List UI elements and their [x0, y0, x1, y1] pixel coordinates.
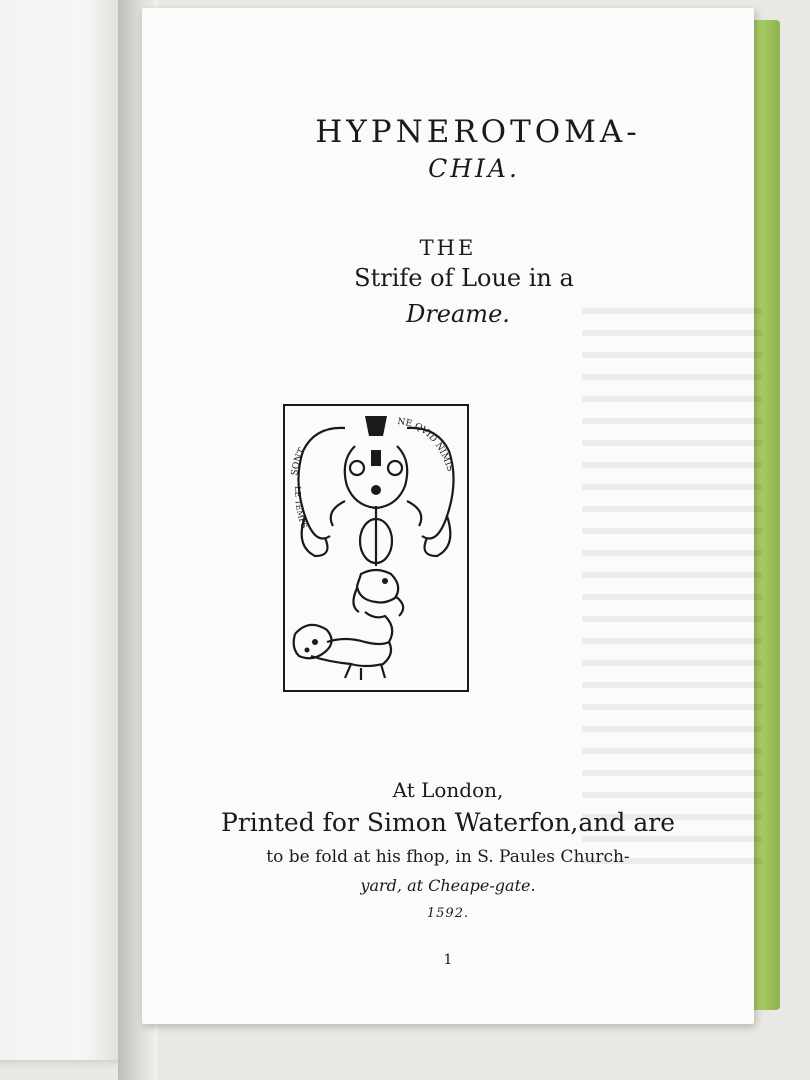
- printers-device-illustration: [285, 406, 467, 690]
- subtitle-the: THE: [419, 236, 477, 260]
- subtitle-line-1: Strife of Loue in a: [354, 264, 574, 292]
- figure-head: [357, 570, 398, 603]
- svg-text:LE TEMPS: [293, 486, 309, 530]
- left-page: [0, 0, 130, 1060]
- title-line-2: CHIA.: [428, 154, 520, 183]
- imprint-city: At London,: [392, 778, 504, 802]
- imprint-shop: to be fold at his fhop, in S. Paules Church-: [266, 847, 630, 867]
- imprint-year: 1592.: [426, 906, 470, 921]
- right-scroll: [407, 428, 454, 539]
- imprint-location: yard, at Cheape-gate.: [360, 876, 536, 895]
- printers-device-woodcut: [283, 404, 469, 692]
- title-line-1: HYPNEROTOMA-: [315, 114, 641, 150]
- device-motto-bottom: LE TEMPS: [292, 486, 309, 530]
- page-number: 1: [443, 952, 453, 968]
- subtitle-line-2: Dreame.: [406, 300, 510, 328]
- device-motto-right: NE QVID NIMIS: [396, 416, 455, 473]
- device-motto-left: SONT: [290, 446, 308, 477]
- svg-text:SONT: [290, 447, 308, 477]
- right-curl: [425, 516, 451, 556]
- imprint-printer: Printed for Simon Waterfon,and are: [221, 808, 675, 837]
- title-page: [142, 8, 754, 1024]
